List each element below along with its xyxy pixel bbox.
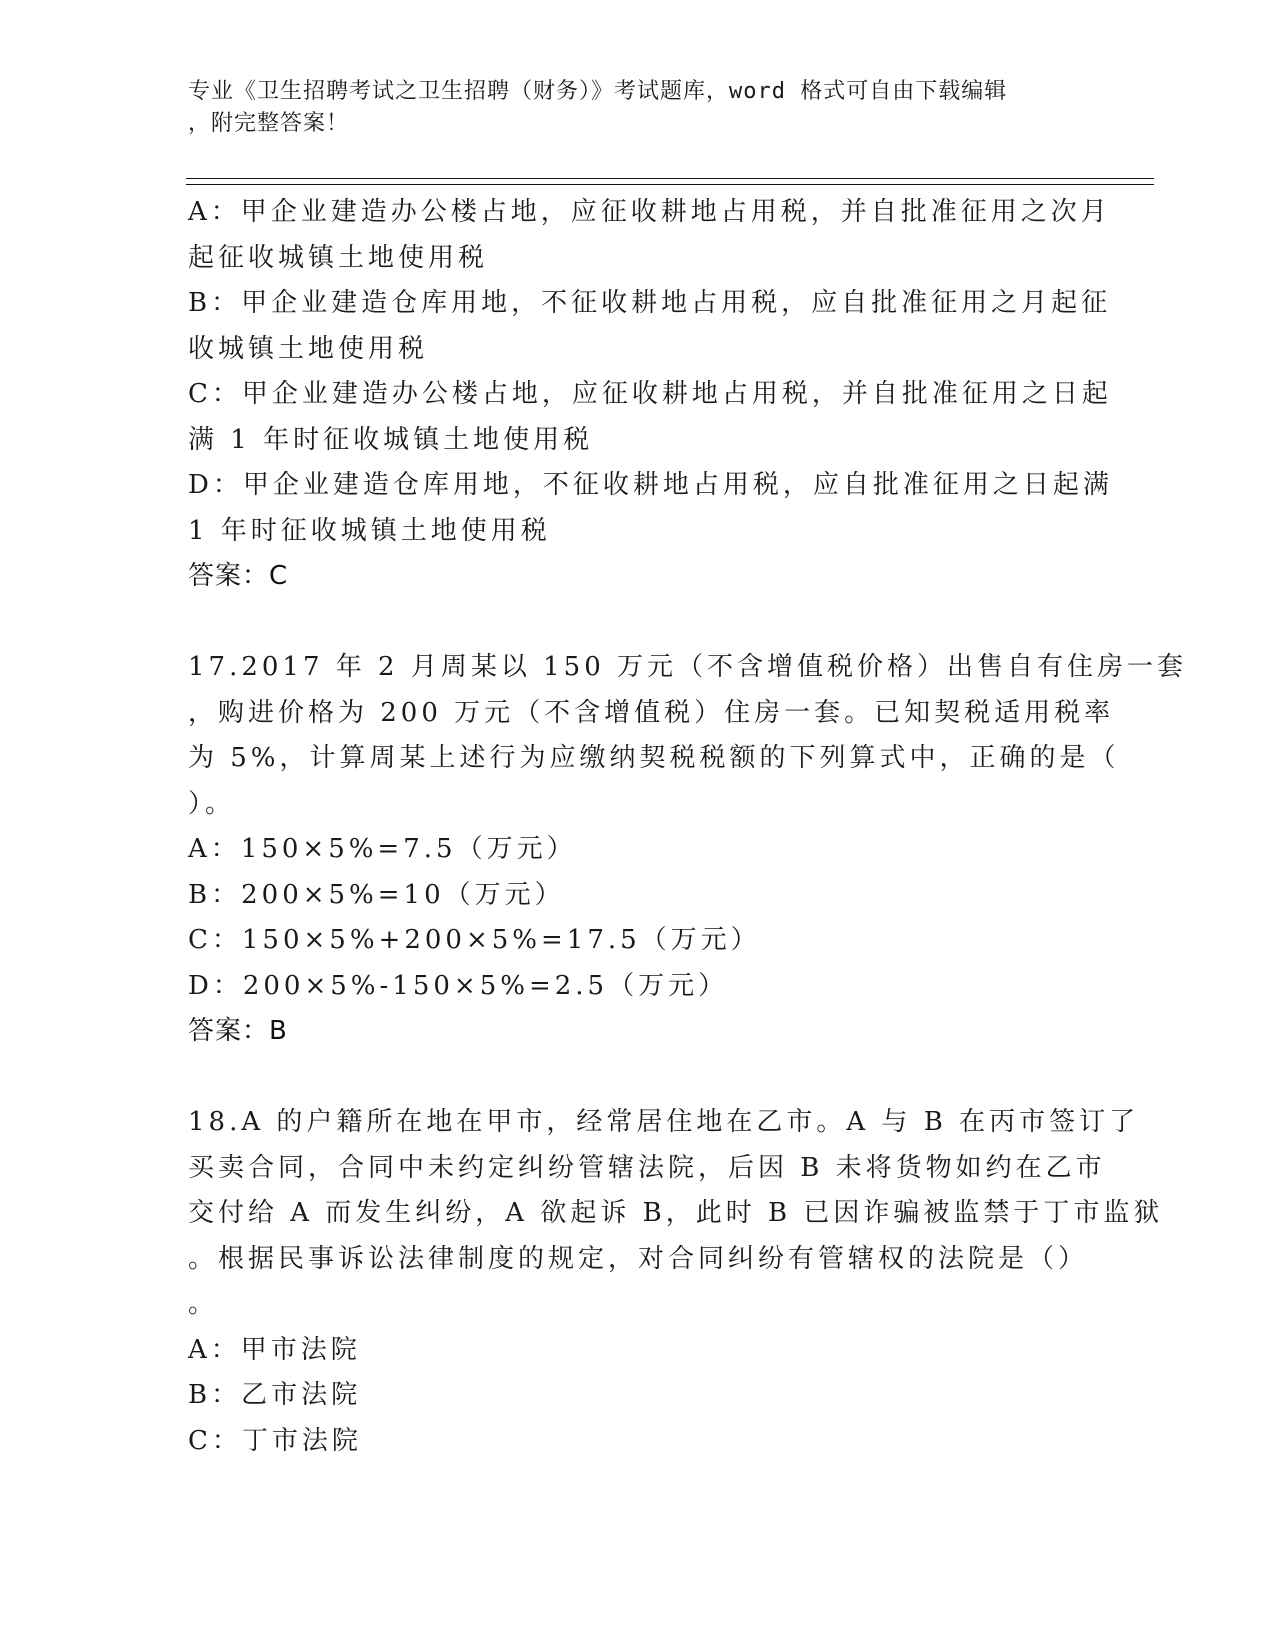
question-16-answer: 答案：C — [188, 561, 289, 591]
question-18-stem-line-3: 交付给 A 而发生纠纷，A 欲起诉 B，此时 B 已因诈骗被监禁于丁市监狱 — [188, 1198, 1164, 1228]
question-18-stem-line-5: 。 — [188, 1289, 219, 1319]
spacer — [188, 1055, 1088, 1101]
question-16-option-b-line-1: B：甲企业建造仓库用地，不征收耕地占用税，应自批准征用之月起征 — [188, 288, 1112, 318]
document-header — [188, 76, 1068, 140]
question-16-option-c-line-2: 满 1 年时征收城镇土地使用税 — [188, 424, 594, 455]
header-divider-bottom — [186, 184, 1154, 185]
question-17-stem-line-4: ）。 — [188, 788, 236, 819]
question-18-option-b: B：乙市法院 — [188, 1380, 362, 1410]
header-line-1: 专业《卫生招聘考试之卫生招聘（财务）》考试题库，word 格式可自由下载编辑 — [188, 79, 1008, 104]
question-17-stem-line-2: ，购进价格为 200 万元（不含增值税）住房一套。已知契税适用税率 — [188, 697, 1115, 728]
question-17-option-a: A：150×5%=7.5（万元） — [188, 834, 577, 864]
question-16-option-a-line-1: A：甲企业建造办公楼占地，应征收耕地占用税，并自批准征用之次月 — [188, 197, 1111, 227]
question-17-stem-line-3: 为 5%，计算周某上述行为应缴纳契税税额的下列算式中，正确的是（ — [188, 743, 1120, 773]
question-18-option-a: A：甲市法院 — [188, 1334, 361, 1365]
question-17 — [188, 645, 1188, 1055]
question-16-option-a-line-2: 起征收城镇土地使用税 — [188, 242, 489, 273]
question-17-option-d: D：200×5%-150×5%=2.5（万元） — [188, 970, 729, 1001]
question-18-stem-line-2: 买卖合同，合同中未约定纠纷管辖法院，后因 B 未将货物如约在乙市 — [188, 1152, 1106, 1183]
question-17-answer: 答案：B — [188, 1016, 288, 1046]
question-17-option-b: B：200×5%=10（万元） — [188, 879, 565, 910]
question-18-option-c: C：丁市法院 — [188, 1425, 362, 1456]
question-content — [188, 190, 1188, 1464]
question-17-stem-line-1: 17.2017 年 2 月周某以 150 万元（不含增值税价格）出售自有住房一套 — [188, 652, 1188, 682]
spacer — [188, 600, 1088, 646]
question-16-option-d-line-2: 1 年时征收城镇土地使用税 — [188, 515, 551, 546]
question-16-option-c-line-1: C：甲企业建造办公楼占地，应征收耕地占用税，并自批准征用之日起 — [188, 379, 1112, 409]
question-16 — [188, 190, 1113, 600]
question-18-stem-line-1: 18.A 的户籍所在地在甲市，经常居住地在乙市。A 与 B 在丙市签订了 — [188, 1107, 1140, 1137]
question-18-stem-line-4: 。根据民事诉讼法律制度的规定，对合同纠纷有管辖权的法院是（） — [188, 1243, 1089, 1274]
question-18 — [188, 1100, 1164, 1464]
question-17-option-c: C：150×5%+200×5%=17.5（万元） — [188, 925, 761, 955]
header-line-2: ，附完整答案！ — [188, 111, 350, 136]
header-divider-top — [186, 178, 1154, 179]
question-16-option-b-line-2: 收城镇土地使用税 — [188, 333, 429, 364]
question-16-option-d-line-1: D：甲企业建造仓库用地，不征收耕地占用税，应自批准征用之日起满 — [188, 470, 1113, 500]
